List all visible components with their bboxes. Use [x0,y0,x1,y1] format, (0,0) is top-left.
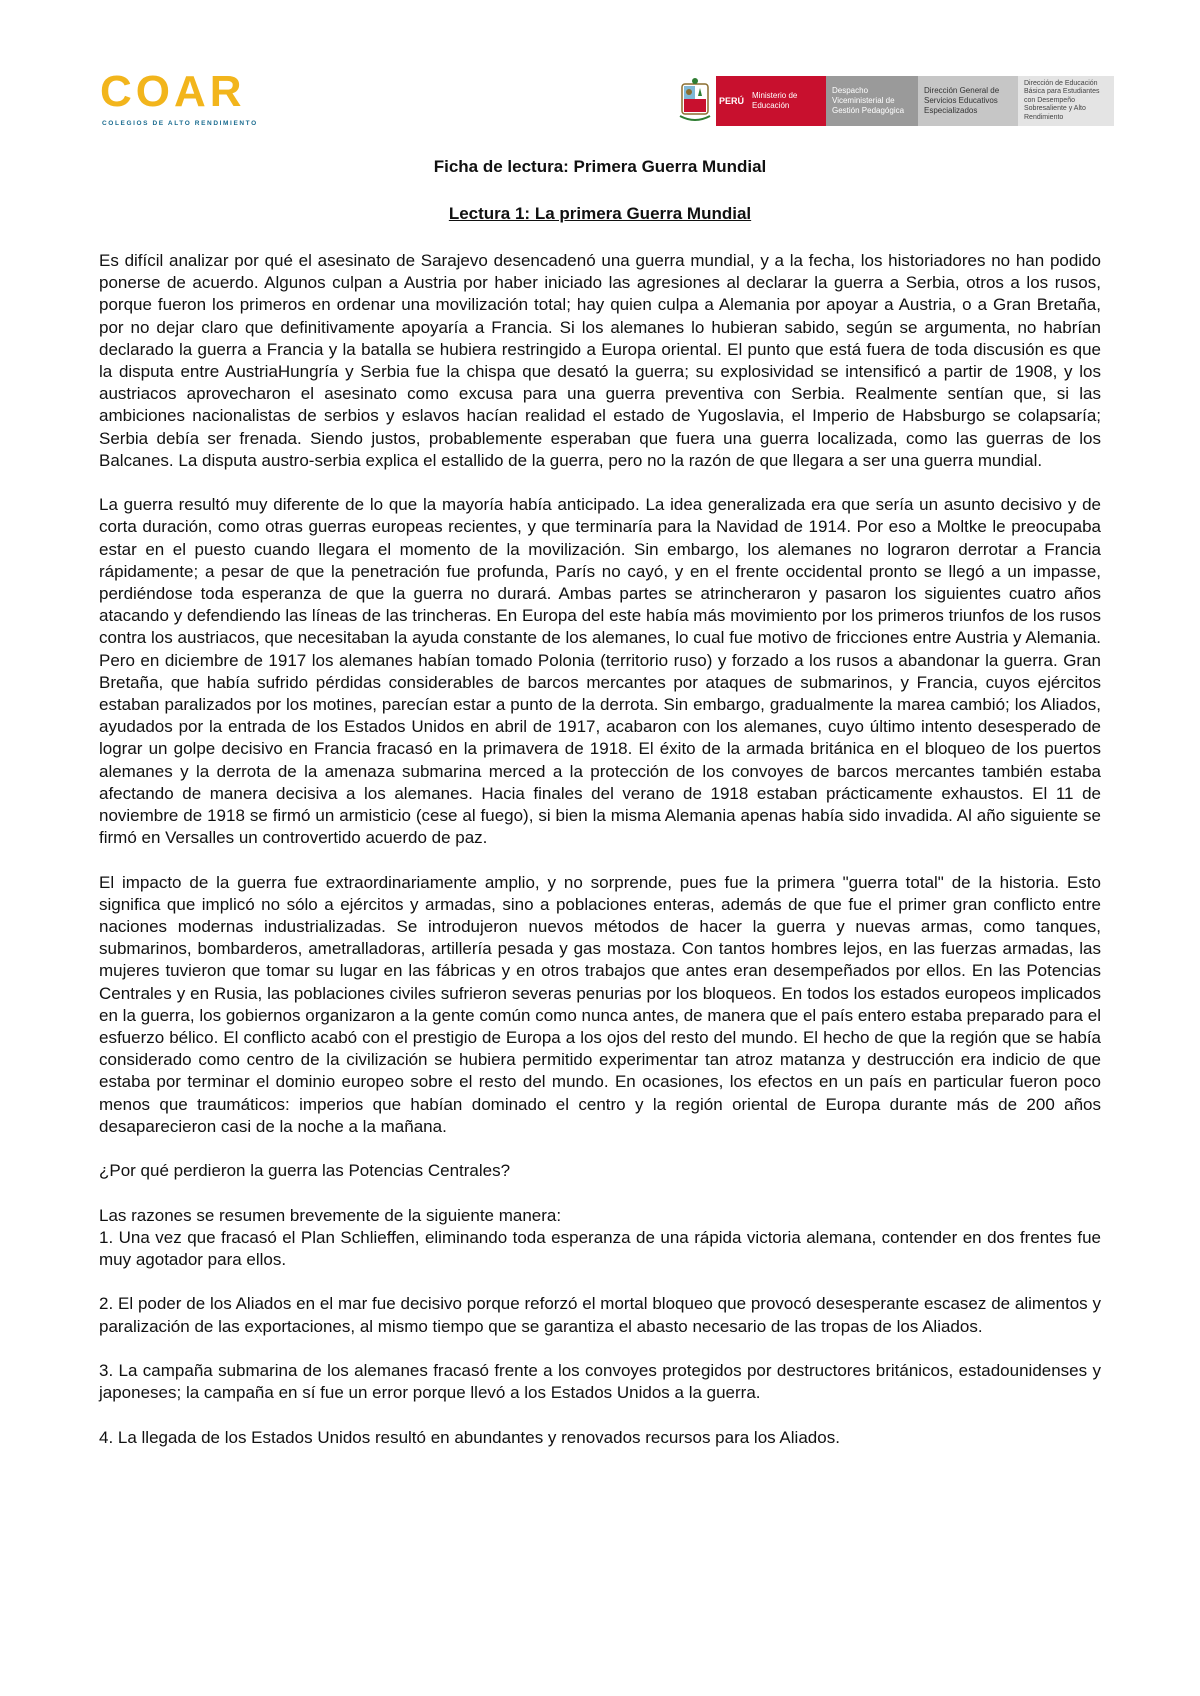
gov-ministry-label: Ministerio de Educación [746,76,826,126]
reason-item-3: 3. La campaña submarina de los alemanes fracasó frente a los convoyes protegidos por destructores británicos, estadounidenses y japoneses; la campaña en sí fue un error porque llevó a los Estados Unidos a la guerra. [99,1361,1101,1403]
paragraph-2: La guerra resultó muy diferente de lo que la mayoría había anticipado. La idea generalizada era que sería un asunto decisivo y de corta duración, como otras guerras europeas recientes, y que terminaría para la Navidad de 1914. Por eso a Moltke le preocupaba estar en el puesto cuando llegara el momento de la movilización. Sin embargo, los alemanes no lograron derrotar a Francia rápidamente; a pesar de que la penetración fue profunda, París no cayó, y en el frente occidental pronto se llegó a un impasse, perdiéndose toda esperanza de que la guerra no durará. Ambas partes se atrincheraron y pasaron los siguientes cuatro años atacando y defendiendo las líneas de las trincheras. En Europa del este había más movimiento por los primeros triunfos de los rusos contra los austriacos, que necesitaban la ayuda constante de los alemanes, lo cual fue motivo de fricciones entre Austria y Alemania. Pero en diciembre de 1917 los alemanes habían tomado Polonia (territorio ruso) y forzado a los rusos a abandonar la guerra. Gran Bretaña, que había sufrido pérdidas considerables de barcos mercantes por ataques de submarinos, y Francia, cuyos ejércitos estaban paralizados por los motines, parecían estar a punto de la derrota. Sin embargo, gradualmente la marea cambió; los Aliados, ayudados por la entrada de los Estados Unidos en abril de 1917, acabaron con los alemanes, cuyo último intento desesperado de lograr un golpe decisivo en Francia fracasó en la primavera de 1918. El éxito de la armada británica en el bloqueo de los puertos alemanes y la derrota de la amenaza submarina merced a la protección de los convoyes de barcos mercantes también estaba afectando de manera decisiva a los alemanes. Hacia finales del verano de 1918 estaban prácticamente exhaustos. El 11 de noviembre de 1918 se firmó un armisticio (cese al fuego), si bien la misma Alemania apenas había sido invadida. Al año siguiente se firmó en Versalles un controvertido acuerdo de paz. [99,495,1101,848]
gov-peru-label: PERÚ [716,76,746,126]
coar-logo-subtitle: COLEGIOS DE ALTO RENDIMIENTO [102,120,258,127]
document-body [99,250,1101,1471]
gov-direccion-label: Dirección General de Servicios Educativos Especializados [918,76,1018,126]
reason-item-4: 4. La llegada de los Estados Unidos resultó en abundantes y renovados recursos para los Aliados. [99,1427,840,1447]
gov-despacho-label: Despacho Viceministerial de Gestión Pedagógica [826,76,918,126]
reason-item-2: 2. El poder de los Aliados en el mar fue decisivo porque reforzó el mortal bloqueo que provocó desesperante escasez de alimentos y paralización de las exportaciones, al mismo tiempo que se garantiza el abasto necesario de las tropas de los Aliados. [99,1294,1101,1336]
reason-item-1: 1. Una vez que fracasó el Plan Schlieffen, eliminando toda esperanza de una rápida victoria alemana, contender en dos frentes fue muy agotador para ellos. [99,1227,1101,1270]
document-title: Ficha de lectura: Primera Guerra Mundial [433,157,767,176]
paragraph-3: El impacto de la guerra fue extraordinariamente amplio, y no sorprende, pues fue la primera "guerra total" de la historia. Esto significa que implicó no sólo a ejércitos y armadas, sino a poblaciones enteras, además de que fue el primer gran conflicto entre naciones modernas industrializadas. Se introdujeron nuevos métodos de hacer la guerra y nuevas armas, como tanques, submarinos, bombarderos, ametralladoras, artillería pesada y gas mostaza. Con tantos hombres lejos, en las fuerzas armadas, las mujeres tuvieron que tomar su lugar en las fábricas y en otros trabajos que antes eran desempeñados por ellos. En las Potencias Centrales y en Rusia, las poblaciones civiles sufrieron severas penurias por los bloqueos. En todos los estados europeos implicados en la guerra, los gobiernos organizaron a la gente común como nunca antes, de manera que el país entero estaba preparado para el esfuerzo bélico. El conflicto acabó con el prestigio de Europa a los ojos del resto del mundo. El hecho de que la región que se había considerado como centro de la civilización se hubiera permitido experimentar tan atroz matanza y destrucción era indicio de que estaba por terminar el dominio europeo sobre el resto del mundo. En ocasiones, los efectos en un país en particular fueron poco menos que traumáticos: imperios que habían dominado el centro y la región oriental de Europa durante más de 200 años desaparecieron casi de la noche a la mañana. [99,872,1101,1136]
section-question: ¿Por qué perdieron la guerra las Potencias Centrales? [99,1161,511,1181]
reasons-intro: Las razones se resumen brevemente de la siguiente manera: [99,1205,562,1225]
coar-logo-text: COAR [100,67,246,116]
gov-direccion-educacion-label: Dirección de Educación Básica para Estudiantes con Desempeño Sobresaliente y Alto Rendimiento [1018,76,1114,126]
reading-title: Lectura 1: La primera Guerra Mundial [448,204,752,223]
paragraph-1: Es difícil analizar por qué el asesinato de Sarajevo desencadenó una guerra mundial, y a la fecha, los historiadores no han podido ponerse de acuerdo. Algunos culpan a Austria por haber iniciado las agresiones al declarar la guerra a Serbia, otros a los rusos, porque fueron los primeros en ordenar una movilización total; hay quien culpa a Alemania por apoyar a Austria, o a Gran Bretaña, por no dejar claro que definitivamente apoyaría a Francia. Si los alemanes lo hubieran sabido, según se argumenta, no habrían declarado la guerra a Francia y la batalla se hubiera restringido a Europa oriental. El punto que está fuera de toda discusión es que la disputa entre AustriaHungría y Serbia fue la chispa que desató la guerra; su explosividad se intensificó a partir de 1908, y los austriacos aprovecharon el asesinato como excusa para una guerra preventiva con Serbia. Realmente sentían que, si las ambiciones nacionalistas de serbios y eslavos hacían realidad el estado de Yugoslavia, el Imperio de Habsburgo se colapsaría; Serbia debía ser frenada. Siendo justos, probablemente esperaban que fuera una guerra localizada, como las guerras de los Balcanes. La disputa austro-serbia explica el estallido de la guerra, pero no la razón de que llegara a ser una guerra mundial. [99,251,1101,470]
peru-crest-icon [678,76,712,126]
government-header [678,76,1138,126]
coar-logo [100,68,300,130]
